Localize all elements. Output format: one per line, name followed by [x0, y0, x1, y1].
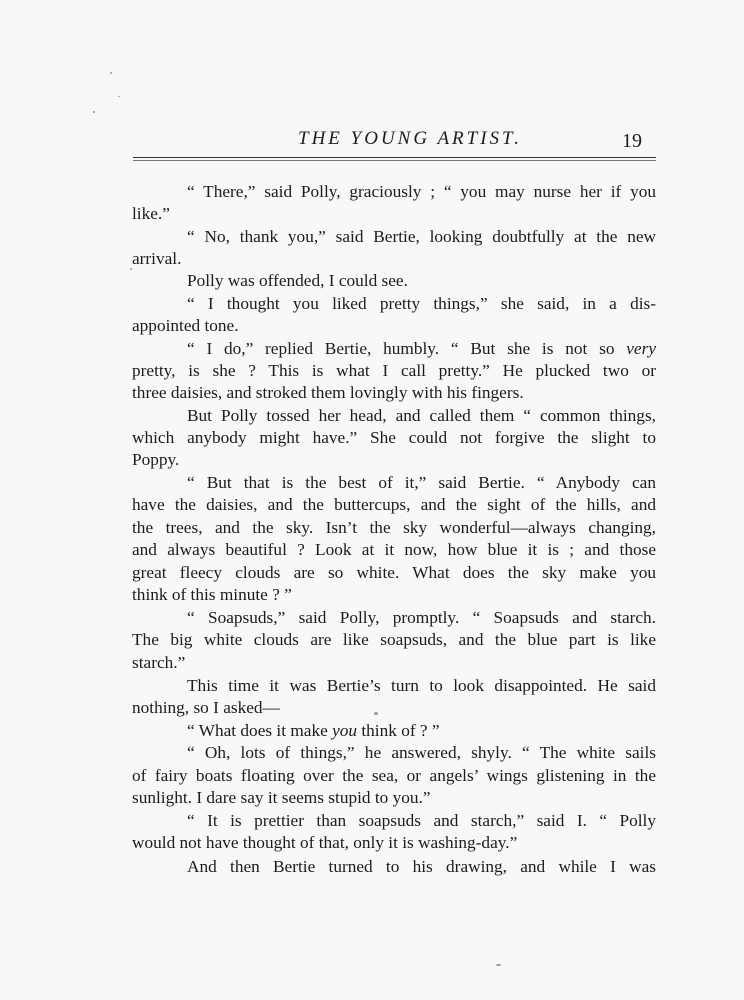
paper-speck	[374, 712, 378, 715]
text-line: think of this minute ? ”	[132, 585, 292, 604]
text-line: three daisies, and stroked them lovingly with his fingers.	[132, 383, 524, 402]
text-line: arrival.	[132, 249, 182, 268]
paper-speck	[130, 268, 132, 270]
text-line: “ Oh, lots of things,” he answered, shyly. “ The white sails	[187, 743, 656, 762]
text-line: “ I do,” replied Bertie, humbly. “ But she is not so very	[187, 339, 656, 358]
text-line: great fleecy clouds are so white. What does the sky make you	[132, 563, 656, 582]
page-number: 19	[622, 130, 642, 152]
text-line: would not have thought of that, only it is washing-day.”	[132, 833, 518, 852]
text-line: “ What does it make you think of ? ”	[187, 721, 440, 740]
text-line: Polly was offended, I could see.	[187, 271, 408, 290]
text-line: This time it was Bertie’s turn to look disappointed. He said	[187, 676, 656, 695]
text-line: “ There,” said Polly, graciously ; “ you may nurse her if you	[187, 182, 656, 201]
text-line: sunlight. I dare say it seems stupid to you.”	[132, 788, 431, 807]
text-line: which anybody might have.” She could not forgive the slight to	[132, 428, 656, 447]
text-line: The big white clouds are like soapsuds, and the blue part is like	[132, 630, 656, 649]
text-line: appointed tone.	[132, 316, 239, 335]
text-line: “ I thought you liked pretty things,” she said, in a dis-	[187, 294, 656, 313]
text-line: “ But that is the best of it,” said Bertie. “ Anybody can	[187, 473, 656, 492]
text-line: “ Soapsuds,” said Polly, promptly. “ Soapsuds and starch.	[187, 608, 656, 627]
text-line: pretty, is she ? This is what I call pretty.” He plucked two or	[132, 361, 656, 380]
text-line: “ It is prettier than soapsuds and starch,” said I. “ Polly	[187, 811, 656, 830]
text-line: of fairy boats floating over the sea, or angels’ wings glistening in the	[132, 766, 656, 785]
paper-speck	[118, 96, 120, 97]
paper-speck	[496, 964, 501, 966]
text-line: and always beautiful ? Look at it now, how blue it is ; and those	[132, 540, 656, 559]
running-title: THE YOUNG ARTIST.	[298, 128, 522, 149]
header-rule-thin	[133, 160, 656, 161]
paper-speck	[93, 111, 95, 113]
text-line: like.”	[132, 204, 170, 223]
text-line: And then Bertie turned to his drawing, and while I was	[187, 857, 656, 876]
text-line: have the daisies, and the buttercups, and the sight of the hills, and	[132, 495, 656, 514]
text-line: nothing, so I asked—	[132, 698, 280, 717]
header-rule	[133, 157, 656, 158]
text-line: “ No, thank you,” said Bertie, looking doubtfully at the new	[187, 227, 656, 246]
text-line: starch.”	[132, 653, 186, 672]
text-line: Poppy.	[132, 450, 180, 469]
text-line: the trees, and the sky. Isn’t the sky wonderful—always changing,	[132, 518, 656, 537]
text-line: But Polly tossed her head, and called them “ common things,	[187, 406, 656, 425]
paper-speck	[110, 72, 112, 74]
